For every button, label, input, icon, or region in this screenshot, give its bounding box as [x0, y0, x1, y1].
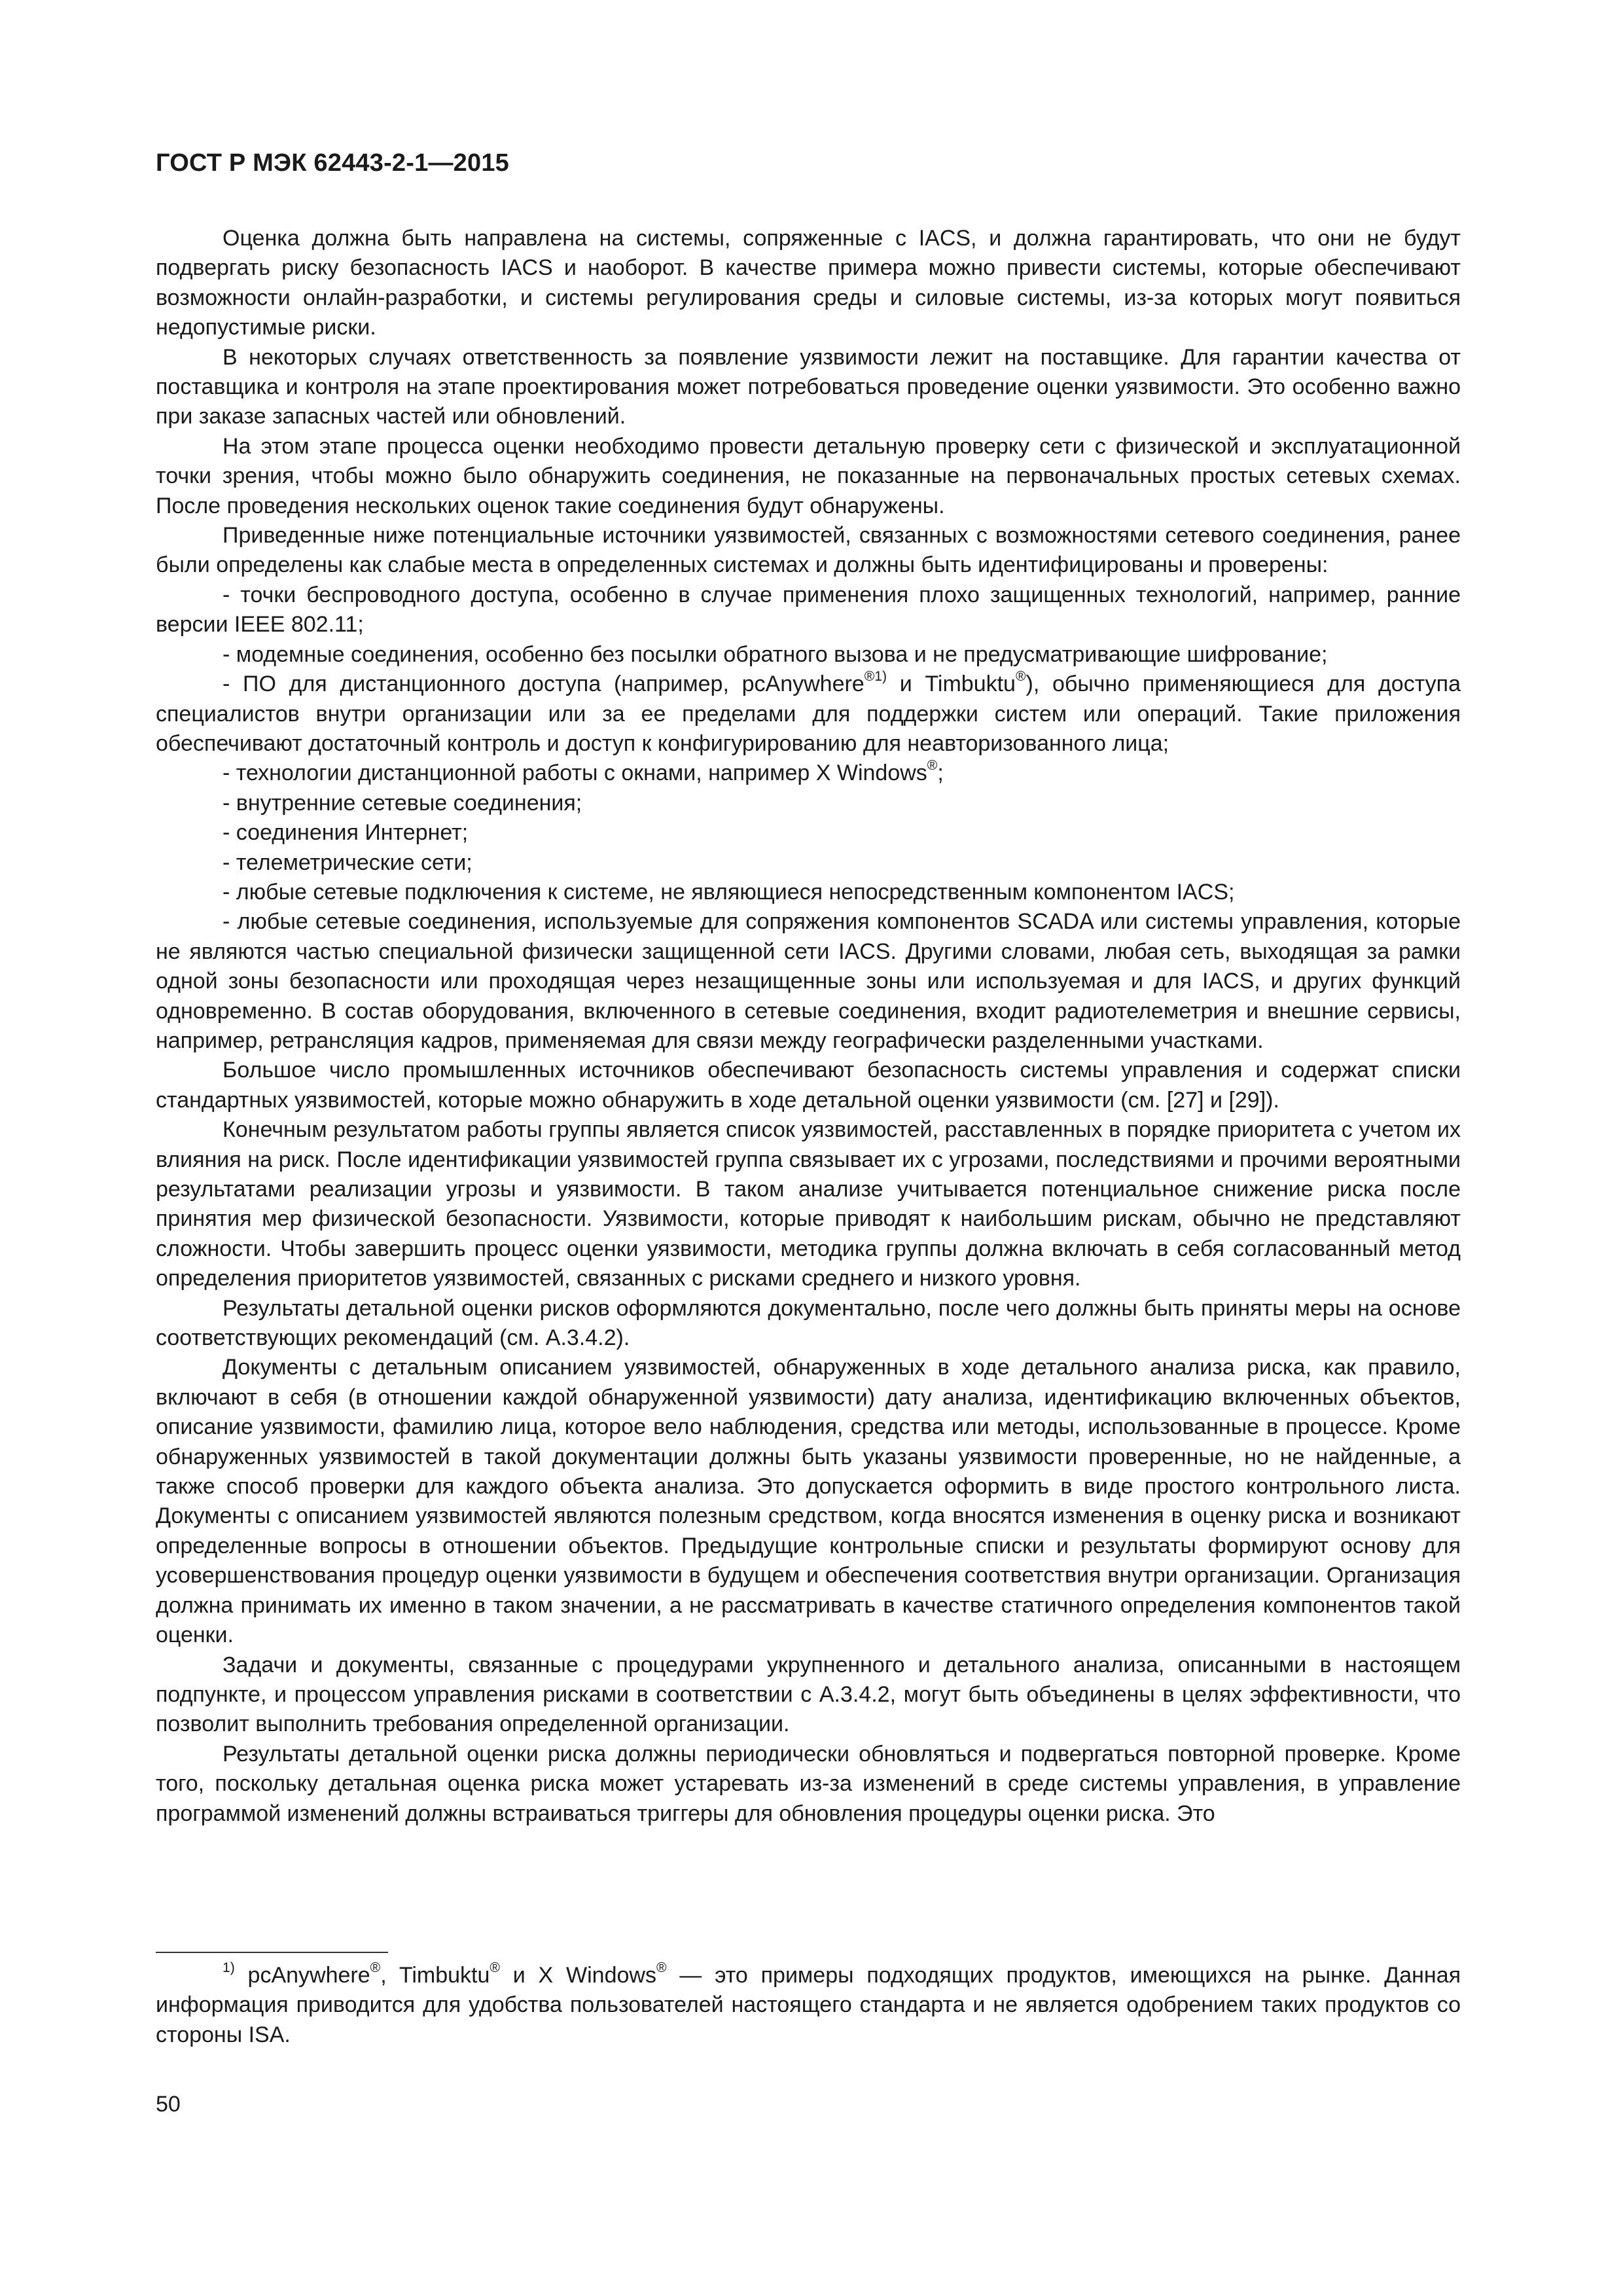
- paragraph: Результаты детальной оценки рисков оформляются документально, после чего должны быть приняты меры на основе соответствующих рекомендаций (см. А.3.4.2).: [156, 1295, 1461, 1351]
- footnote-part: — это примеры подходящих продуктов, имеющихся на рынке. Данная информация приводится для удобства пользователей настоящего стандарта и не является одобрением таких продуктов со стороны ISA.: [156, 1963, 1461, 2047]
- x-windows-tail: ;: [937, 761, 944, 786]
- footnote-part: , Timbuktu: [380, 1963, 490, 1988]
- footnote-divider: [156, 1952, 388, 1953]
- footnote-paragraph: [156, 1961, 1461, 2050]
- page-number: 50: [156, 2092, 181, 2117]
- list-item: - любые сетевые подключения к системе, не являющиеся непосредственным компонентом IACS;: [223, 879, 1235, 905]
- list-item: - внутренние сетевые соединения;: [223, 790, 582, 816]
- list-item-remote-access: [156, 670, 1461, 759]
- list-item: - соединения Интернет;: [223, 820, 469, 846]
- registered-mark: ®: [370, 1960, 381, 1976]
- list-item: - точки беспроводного доступа, особенно в случае применения плохо защищенных технологий, например, ранние версии IEEE 802.11;: [156, 582, 1461, 637]
- footnote-marker: 1): [223, 1960, 235, 1976]
- remote-access-tail: ), обычно применяющиеся для доступа специалистов внутри организации или за ее пределами для поддержки систем или операций. Такие приложения обеспечивают достаточный контроль и доступ к конфигурированию для неавторизованного лица;: [156, 672, 1461, 756]
- paragraph: В некоторых случаях ответственность за появление уязвимости лежит на поставщике. Для гарантии качества от поставщика и контроля на этапе проектирования может потребоваться проведение оценки уязвимости. Это особенно важно при заказе запасных частей или обновлений.: [156, 344, 1461, 429]
- registered-mark: ®: [656, 1960, 667, 1976]
- registered-mark: ®: [1015, 669, 1026, 685]
- list-item: - модемные соединения, особенно без посылки обратного вызова и не предусматривающие шифрование;: [223, 641, 1328, 667]
- paragraph: Конечным результатом работы группы является список уязвимостей, расставленных в порядке приоритета с учетом их влияния на риск. После идентификации уязвимостей группа связывает их с угрозами, последствиями и прочими вероятными результатами реализации угрозы и уязвимости. В таком анализе учитывается потенциальное снижение риска после принятия мер физической безопасности. Уязвимости, которые приводят к наибольшим рискам, обычно не представляют сложности. Чтобы завершить процесс оценки уязвимости, методика группы должна включать в себя согласованный метод определения приоритетов уязвимостей, связанных с рисками среднего и низкого уровня.: [156, 1117, 1461, 1291]
- remote-access-lead: - ПО для дистанционного доступа (например, pcAnywhere: [223, 672, 865, 697]
- list-item: - любые сетевые соединения, используемые для сопряжения компонентов SCADA или системы управления, которые не являются частью специальной физически защищенной сети IACS. Другими словами, любая сеть, выходящая за рамки одной зоны безопасности или проходящая через незащищенные зоны или используемая и для IACS, и других функций одновременно. В состав оборудования, включенного в сетевые соединения, входит радиотелеметрия и внешние сервисы, например, ретрансляция кадров, применяемая для связи между географически разделенными участками.: [156, 909, 1461, 1053]
- footnote: [156, 1961, 1461, 2050]
- list-item-x-windows: [156, 759, 1461, 788]
- registered-mark: ®: [490, 1960, 500, 1976]
- paragraph: Задачи и документы, связанные с процедурами укрупненного и детального анализа, описанными в настоящем подпункте, и процессом управления рисками в соответствии с А.3.4.2, могут быть объединены в целях эффективности, что позволит выполнить требования определенной организации.: [156, 1652, 1461, 1737]
- footnote-ref: ®1): [864, 669, 887, 685]
- body-text: [156, 224, 1461, 1829]
- registered-mark: ®: [927, 758, 938, 774]
- remote-access-mid: и Timbuktu: [887, 672, 1016, 697]
- paragraph: Большое число промышленных источников обеспечивают безопасность системы управления и содержат списки стандартных уязвимостей, которые можно обнаружить в ходе детальной оценки уязвимости (см. [27] и [29]).: [156, 1058, 1461, 1113]
- paragraph: Оценка должна быть направлена на системы, сопряженные с IACS, и должна гарантировать, что они не будут подвергать риску безопасность IACS и наоборот. В качестве примера можно привести системы, которые обеспечивают возможности онлайн-разработки, и системы регулирования среды и силовые системы, из-за которых могут появиться недопустимые риски.: [156, 226, 1461, 340]
- paragraph: Документы с детальным описанием уязвимостей, обнаруженных в ходе детального анализа риска, как правило, включают в себя (в отношении каждой обнаруженной уязвимости) дату анализа, идентификацию включенных объектов, описание уязвимости, фамилию лица, которое вело наблюдения, средства или методы, использованные в процессе. Кроме обнаруженных уязвимостей в такой документации должны быть указаны уязвимости проверенные, но не найденные, а также способ проверки для каждого объекта анализа. Это допускается оформить в виде простого контрольного листа. Документы с описанием уязвимостей являются полезным средством, когда вносятся изменения в оценку риска и возникают определенные вопросы в отношении объектов. Предыдущие контрольные списки и результаты формируют основу для усовершенствования процедур оценки уязвимости в будущем и обеспечения соответствия внутри организации. Организация должна принимать их именно в таком значении, а не рассматривать в качестве статичного определения компонентов такой оценки.: [156, 1355, 1461, 1648]
- paragraph: Приведенные ниже потенциальные источники уязвимостей, связанных с возможностями сетевого соединения, ранее были определены как слабые места в определенных системах и должны быть идентифицированы и проверены:: [156, 523, 1461, 578]
- footnote-part: и X Windows: [499, 1963, 656, 1988]
- paragraph: Результаты детальной оценки риска должны периодически обновляться и подвергаться повторной проверке. Кроме того, поскольку детальная оценка риска может устаревать из-за изменений в среде системы управления, в управление программой изменений должны встраиваться триггеры для обновления процедуры оценки риска. Это: [156, 1741, 1461, 1826]
- page-header: ГОСТ Р МЭК 62443-2-1—2015: [156, 149, 509, 177]
- list-item: - телеметрические сети;: [223, 850, 473, 875]
- footnote-part: pcAnywhere: [234, 1963, 370, 1988]
- paragraph: На этом этапе процесса оценки необходимо провести детальную проверку сети с физической и эксплуатационной точки зрения, чтобы можно было обнаружить соединения, не показанные на первоначальных простых сетевых схемах. После проведения нескольких оценок такие соединения будут обнаружены.: [156, 433, 1461, 518]
- x-windows-text: - технологии дистанционной работы с окнами, например X Windows: [223, 761, 927, 786]
